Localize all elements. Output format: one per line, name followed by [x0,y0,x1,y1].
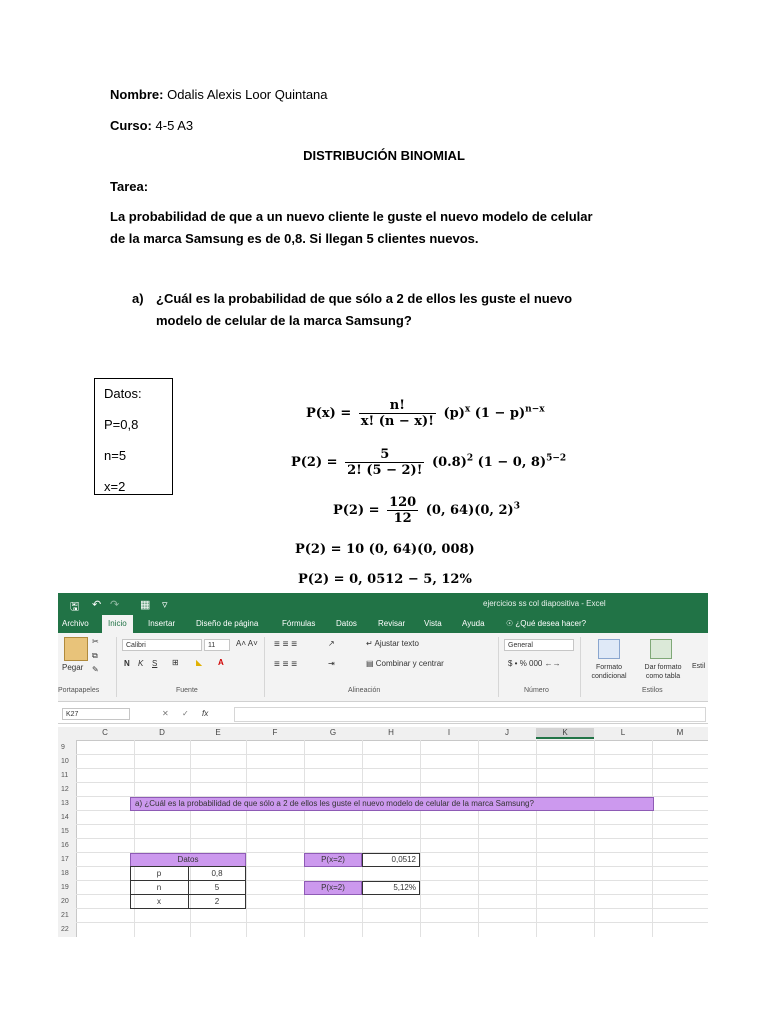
formula-2-numerator: 5 [345,447,424,463]
tab-diseno[interactable]: Diseño de página [196,619,259,628]
currency-icon[interactable]: $ • % 000 ←→ [508,659,561,668]
copy-icon[interactable]: ⧉ [92,651,98,660]
row-header[interactable]: 13 [61,800,69,807]
row-header[interactable]: 16 [61,842,69,849]
student-name-line [110,86,328,104]
tab-archivo[interactable]: Archivo [62,619,89,628]
question-banner-cell[interactable]: a) ¿Cuál es la probabilidad de que sólo a 2 de ellos les guste el nuevo modelo de celular de la marca Samsung? [130,797,654,811]
col-header[interactable]: I [447,728,451,737]
fx-icon[interactable]: fx [202,709,209,718]
course-line [110,117,193,135]
formula-3-exp: 3 [513,501,520,512]
cut-icon[interactable]: ✂ [92,637,99,646]
align-top-icon[interactable]: ≡ ≡ ≡ [274,639,298,650]
excel-screenshot [58,593,708,937]
wrap-text-button[interactable] [366,639,419,648]
font-name-select[interactable]: Calibri [122,639,202,651]
group-alineacion: Alineación [348,687,381,694]
name-label: Nombre: [110,87,164,102]
question-line-2: modelo de celular de la marca Samsung? [156,313,412,328]
formula-2-fraction [345,447,424,478]
datos-item-p: P=0,8 [104,417,139,432]
borders-icon[interactable]: ⊞ [172,658,179,667]
tab-inicio[interactable]: Inicio [102,615,133,633]
formula-result: P(2) = 0, 0512 − 5, 12% [298,572,472,587]
problem-statement [110,206,670,250]
merge-icon: ▤ [366,659,376,668]
group-estilos: Estilos [642,687,663,694]
formula-1-numerator: n! [359,398,436,414]
formula-general [306,398,545,429]
task-label: Tarea: [110,179,149,194]
customize-qat-icon[interactable]: ▿ [162,599,168,611]
fill-color-icon[interactable]: ◣ [196,658,203,667]
tab-ayuda[interactable]: Ayuda [462,619,485,628]
datos-value-n[interactable]: 5 [214,883,220,892]
grid-line [76,782,708,783]
wrap-text-icon: ↵ [366,639,375,648]
row-header[interactable]: 20 [61,898,69,905]
col-header[interactable]: J [505,728,509,737]
question-line-1: ¿Cuál es la probabilidad de que sólo a 2 de ellos les guste el nuevo [156,291,573,306]
ribbon-divider [498,637,499,697]
underline-button[interactable]: S [152,659,158,668]
datos-label-p[interactable]: p [156,869,162,878]
quick-access-icon[interactable]: ▦ [140,599,151,611]
font-size-select[interactable]: 11 [204,639,230,651]
result-label-cell[interactable]: P(x=2) [304,881,362,895]
row-header[interactable]: 19 [61,884,69,891]
conditional-format-icon[interactable] [598,639,620,659]
question-letter: a) [132,291,144,306]
datos-box [94,378,173,495]
tab-insertar[interactable]: Insertar [148,619,176,628]
conditional-format-label[interactable]: Formato condicional [591,664,627,680]
tab-datos[interactable]: Datos [336,619,357,628]
undo-icon[interactable]: ↶ [92,599,102,611]
row-header[interactable]: 22 [61,926,69,933]
grid-line [76,922,708,923]
datos-label-n[interactable]: n [156,883,162,892]
tab-revisar[interactable]: Revisar [378,619,406,628]
merge-center-label: Combinar y centrar [375,659,444,668]
formula-1-lhs: P(x) = [306,406,352,421]
formula-3-lhs: P(2) = [333,503,380,518]
grid-line [76,768,708,769]
ribbon-divider [116,637,117,697]
col-header[interactable]: H [388,728,394,737]
document-title: DISTRIBUCIÓN BINOMIAL [303,148,465,163]
statement-line-2: de la marca Samsung es de 0,8. Si llegan 5 clientes nuevos. [110,231,479,246]
row-header[interactable]: 17 [61,856,69,863]
ribbon [58,633,708,702]
datos-value-p[interactable]: 0,8 [211,869,223,878]
align-left-icon[interactable]: ≡ ≡ ≡ [274,659,298,670]
col-header[interactable]: F [272,728,278,737]
enter-icon[interactable]: ✓ [182,709,189,718]
datos-value-x[interactable]: 2 [214,897,220,906]
col-header-selected[interactable]: K [536,728,594,739]
grid-line [76,838,708,839]
result-value-cell[interactable]: 0,0512 [362,853,420,867]
formula-2-exp: 2 [466,453,474,464]
excel-title-bar [58,593,708,615]
number-format-select[interactable]: General [504,639,574,651]
formula-3-terms: (0, 64)(0, 2) [425,503,514,518]
row-header[interactable]: 15 [61,828,69,835]
indent-icon[interactable]: ⇥ [328,659,335,668]
table-divider [130,894,246,895]
formula-1-fraction [359,398,436,429]
tell-me-text: ¿Qué desea hacer? [515,619,587,628]
result-label-cell[interactable]: P(x=2) [304,853,362,867]
ribbon-divider [264,637,265,697]
row-header[interactable]: 12 [61,786,69,793]
col-header[interactable]: D [159,728,165,737]
ribbon-tabs [58,615,708,633]
tab-formulas[interactable]: Fórmulas [282,619,316,628]
row-header[interactable]: 18 [61,870,69,877]
formula-3-numerator: 120 [389,495,417,510]
row-header[interactable]: 9 [61,744,65,751]
name-box[interactable]: K27 [62,708,130,720]
redo-icon[interactable]: ↷ [110,599,120,611]
format-table-label[interactable]: Dar formato como tabla [644,664,682,680]
datos-label-x[interactable]: x [157,897,161,906]
paste-label[interactable]: Pegar [62,663,84,672]
row-header[interactable]: 21 [61,912,69,919]
formula-bar [58,705,708,724]
formula-4: P(2) = 10 (0, 64)(0, 008) [295,542,475,557]
format-painter-icon[interactable]: ✎ [92,665,99,674]
statement-line-1: La probabilidad de que a un nuevo cliente le guste el nuevo modelo de celular [110,209,593,224]
datos-title: Datos: [104,386,142,401]
course-label: Curso: [110,118,152,133]
formula-2-exp-b: 5−2 [546,453,567,464]
formula-1-exp-nx: n−x [525,404,545,415]
col-header[interactable]: L [620,728,626,737]
table-divider [130,880,246,881]
column-header [58,727,708,741]
formula-3-denominator: 12 [393,511,412,526]
italic-button[interactable]: K [138,659,144,668]
formula-2-denominator: 2! (5 − 2)! [347,463,423,478]
tell-me-box[interactable] [506,619,586,628]
group-numero: Número [524,687,549,694]
datos-item-n: n=5 [104,448,127,463]
row-header[interactable]: 10 [61,758,69,765]
formula-2-q-term: (1 − 0, 8) [477,455,547,470]
question-text [156,288,676,332]
tab-vista[interactable]: Vista [424,619,442,628]
name-value: Odalis Alexis Loor Quintana [167,87,328,102]
grid-line [76,824,708,825]
row-header[interactable]: 14 [61,814,69,821]
formula-2-p-term: (0.8) [431,455,467,470]
course-value: 4-5 A3 [155,118,194,133]
formula-simplified [333,495,520,526]
orientation-icon[interactable]: ↗ [328,639,335,648]
grow-font-icon[interactable]: A˄ A˅ [236,639,258,648]
window-title: ejercicios ss col diapositiva - Excel [483,599,606,608]
formula-1-q-term: (1 − p) [474,406,526,421]
save-icon[interactable]: 🖫 [70,601,80,613]
row-header[interactable]: 11 [61,772,69,779]
group-portapapeles: Portapapeles [58,687,100,694]
col-header[interactable]: E [215,728,221,737]
formula-1-denominator: x! (n − x)! [360,414,434,429]
cell-styles-label[interactable]: Estil [692,663,706,670]
wrap-text-label: Ajustar texto [374,639,419,648]
formula-input[interactable] [234,707,706,722]
datos-header-cell[interactable]: Datos [130,853,246,867]
lightbulb-icon: ☉ [506,619,516,628]
formula-1-p-term: (p) [443,406,465,421]
datos-item-x: x=2 [104,479,126,494]
merge-center-button[interactable] [366,659,444,668]
format-table-icon[interactable] [650,639,672,659]
font-color-icon[interactable]: A [218,658,224,667]
ribbon-divider [580,637,581,697]
col-header[interactable]: G [329,728,337,737]
group-fuente: Fuente [176,687,198,694]
bold-button[interactable]: N [124,659,130,668]
cancel-icon[interactable]: ✕ [162,709,169,718]
col-header[interactable]: C [102,728,108,737]
paste-icon[interactable] [64,637,88,661]
formula-3-fraction [387,495,418,526]
formula-substitution [291,447,566,478]
formula-2-lhs: P(2) = [291,455,338,470]
result-percent-cell[interactable]: 5,12% [362,881,420,895]
row-header-column [58,740,77,937]
col-header[interactable]: M [676,728,684,737]
grid-line [76,754,708,755]
formula-1-exp-x: x [464,404,471,415]
